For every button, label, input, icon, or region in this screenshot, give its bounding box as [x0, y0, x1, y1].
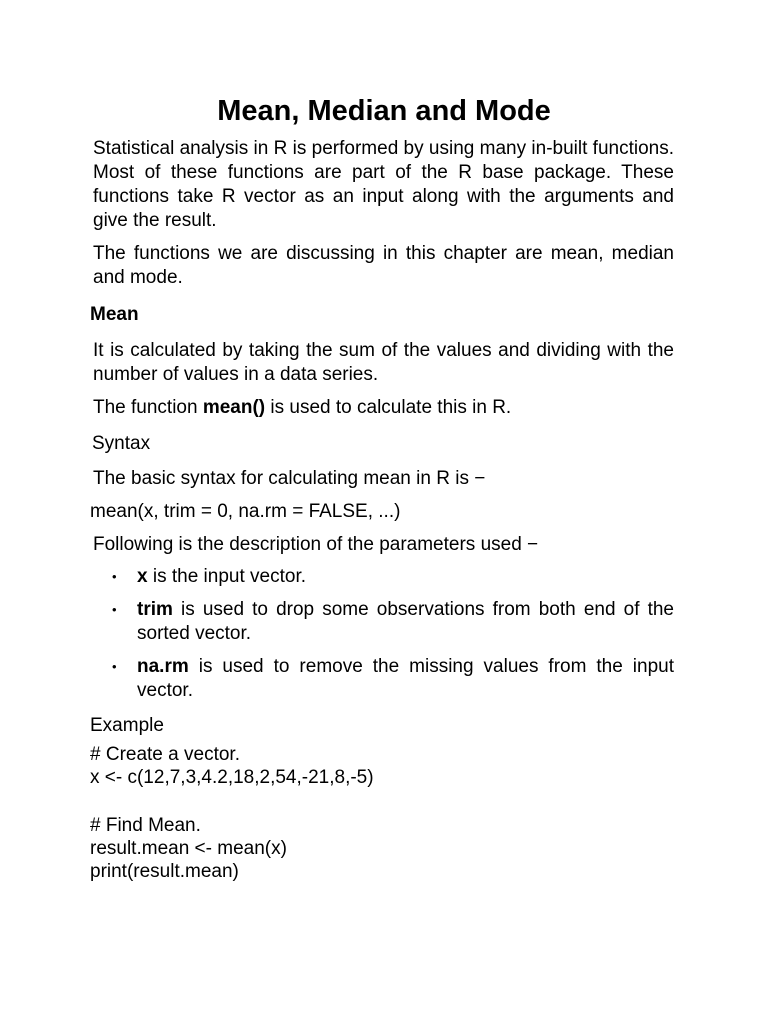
bullet-icon: •: [112, 569, 117, 584]
function-name: mean(): [202, 397, 266, 418]
syntax-label: Syntax: [92, 433, 151, 454]
bullet-icon: •: [112, 602, 117, 617]
function-sentence-suffix: is used to calculate this in R.: [265, 397, 512, 418]
syntax-code: mean(x, trim = 0, na.rm = FALSE, ...): [90, 501, 401, 522]
code-line: x <- c(12,7,3,4.2,18,2,54,-21,8,-5): [90, 767, 374, 788]
syntax-intro: The basic syntax for calculating mean in R is −: [93, 468, 486, 489]
mean-description: It is calculated by taking the sum of the values and dividing with the number of values in a data series.: [93, 340, 674, 385]
page-title: Mean, Median and Mode: [217, 95, 551, 127]
intro-paragraph-2: The functions we are discussing in this chapter are mean, median and mode.: [93, 243, 674, 288]
function-sentence-prefix: The function: [93, 397, 203, 418]
code-line: print(result.mean): [90, 861, 239, 882]
bullet-icon: •: [112, 659, 117, 674]
code-line: # Create a vector.: [90, 744, 240, 765]
function-sentence: [93, 396, 511, 420]
param-desc: is the input vector.: [147, 566, 306, 587]
params-intro: Following is the description of the parameters used −: [93, 534, 539, 555]
param-desc: is used to remove the missing values from the input vector.: [137, 656, 674, 701]
param-name: na.rm: [137, 656, 189, 677]
code-line: result.mean <- mean(x): [90, 838, 287, 859]
example-label: Example: [90, 715, 164, 736]
param-text: [137, 565, 674, 589]
section-heading-mean: Mean: [90, 304, 139, 325]
param-text: [137, 655, 674, 703]
param-name: x: [137, 566, 148, 587]
param-desc: is used to drop some observations from both end of the sorted vector.: [137, 599, 674, 644]
code-line: # Find Mean.: [90, 815, 201, 836]
param-name: trim: [137, 599, 173, 620]
param-text: [137, 598, 674, 646]
intro-paragraph-1: Statistical analysis in R is performed by using many in-built functions. Most of these functions are part of the R base package. These functions take R vector as an input along with the arguments and give the result.: [93, 138, 674, 231]
